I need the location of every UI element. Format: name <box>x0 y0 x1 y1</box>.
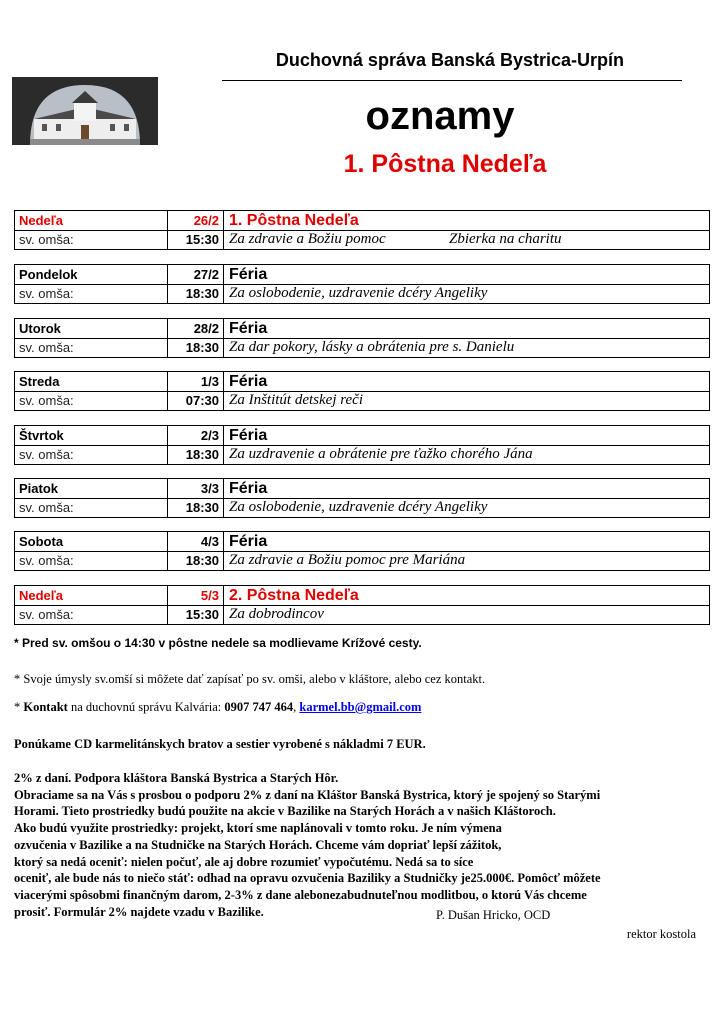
day-date: 2/3 <box>168 426 224 445</box>
day-title: Féria <box>229 373 268 390</box>
tax-paragraph-line: oceniť, ale bude nás to niečo stáť: odhad na opravu ozvučenia Baziliky a Studničky je25.000€. Pomôcť môžete <box>14 871 601 886</box>
day-block-thursday <box>14 425 710 465</box>
day-header-row <box>15 211 709 231</box>
mass-row <box>15 498 709 517</box>
day-title: Féria <box>229 427 268 444</box>
mass-label: sv. omša: <box>15 605 168 624</box>
day-name: Utorok <box>15 319 168 338</box>
day-date: 3/3 <box>168 479 224 498</box>
mass-intention: Za oslobodenie, uzdravenie dcéry Angeliky <box>229 499 488 515</box>
mass-label: sv. omša: <box>15 391 168 410</box>
day-title: Féria <box>229 320 268 337</box>
tax-paragraph-line: Ako budú využite prostriedky: projekt, ktorí sme naplánovali v tomto roku. Je ním výmena <box>14 821 502 836</box>
mass-row <box>15 551 709 570</box>
tax-paragraph <box>14 770 704 920</box>
tax-paragraph-line: viacerými spôsobmi finančným darom, 2-3% z dane alebonezabudnuteľnou modlitbou, o ktorú Vás chceme <box>14 887 587 902</box>
day-date: 4/3 <box>168 532 224 551</box>
mass-row <box>15 284 709 303</box>
day-header-row <box>15 319 709 339</box>
mass-label: sv. omša: <box>15 498 168 517</box>
contact-email-link[interactable]: karmel.bb@gmail.com <box>299 700 422 714</box>
mass-intention <box>224 230 709 249</box>
contact-separator: , <box>293 700 300 714</box>
mass-intention: Za dobrodincov <box>229 606 324 622</box>
tax-paragraph-line: ozvučenia v Bazilike a na Studničke na Starých Horách. Chceme vám dopriať lepší zážitok, <box>14 837 502 852</box>
contact-prefix: * <box>14 700 24 714</box>
day-date: 26/2 <box>168 211 224 230</box>
mass-time: 15:30 <box>168 605 224 624</box>
mass-label: sv. omša: <box>15 230 168 249</box>
mass-intention-text: Za zdravie a Božiu pomoc <box>229 231 386 247</box>
collection-note: Zbierka na charitu <box>449 231 562 247</box>
mass-intention: Za uzdravenie a obrátenie pre ťažko chorého Jána <box>229 446 533 462</box>
mass-intention: Za zdravie a Božiu pomoc pre Mariána <box>229 552 466 568</box>
day-header-row <box>15 532 709 552</box>
mass-time: 18:30 <box>168 284 224 303</box>
mass-label: sv. omša: <box>15 445 168 464</box>
day-block-wednesday <box>14 371 710 411</box>
day-title: 2. Pôstna Nedeľa <box>229 587 359 604</box>
church-photo <box>12 77 158 145</box>
day-name: Piatok <box>15 479 168 498</box>
contact-text: na duchovnú správu Kalvária: <box>67 700 225 714</box>
day-block-sunday-2 <box>14 585 710 625</box>
day-name: Nedeľa <box>15 211 168 230</box>
intentions-note: * Svoje úmysly sv.omší si môžete dať zapísať po sv. omši, alebo v kláštore, alebo cez kontakt. <box>14 672 486 686</box>
day-block-friday <box>14 478 710 518</box>
day-name: Štvrtok <box>15 426 168 445</box>
day-date: 27/2 <box>168 265 224 284</box>
mass-intention: Za Inštitút detskej reči <box>229 392 364 408</box>
day-name: Pondelok <box>15 265 168 284</box>
mass-label: sv. omša: <box>15 551 168 570</box>
day-date: 5/3 <box>168 586 224 605</box>
mass-row <box>15 338 709 357</box>
tax-paragraph-line: prosiť. Formulár 2% najdete vzadu v Bazilike. <box>14 904 264 919</box>
church-photo-image <box>12 77 158 145</box>
day-name: Nedeľa <box>15 586 168 605</box>
parish-name: Duchovná správa Banská Bystrica-Urpín <box>275 50 625 70</box>
signature-role: rektor kostola <box>626 927 696 941</box>
mass-label: sv. omša: <box>15 338 168 357</box>
mass-row <box>15 445 709 464</box>
tax-paragraph-line: 2% z daní. Podpora kláštora Banská Bystrica a Starých Hôr. <box>14 771 339 785</box>
mass-time: 18:30 <box>168 338 224 357</box>
day-name: Streda <box>15 372 168 391</box>
mass-time: 18:30 <box>168 445 224 464</box>
mass-intention: Za dar pokory, lásky a obrátenia pre s. Danielu <box>229 339 515 355</box>
day-header-row <box>15 586 709 606</box>
day-title: Féria <box>229 533 268 550</box>
day-date: 28/2 <box>168 319 224 338</box>
stations-note: * Pred sv. omšou o 14:30 v pôstne nedele sa modlievame Krížové cesty. <box>14 636 422 650</box>
day-date: 1/3 <box>168 372 224 391</box>
day-title: Féria <box>229 480 268 497</box>
day-header-row <box>15 479 709 499</box>
day-header-row <box>15 372 709 392</box>
mass-label: sv. omša: <box>15 284 168 303</box>
mass-time: 18:30 <box>168 498 224 517</box>
day-title: Féria <box>229 266 268 283</box>
tax-paragraph-line: ktorý sa nedá oceniť: nielen počuť, ale aj dobre rozumieť vypočutému. Nedá sa to síce <box>14 854 474 869</box>
mass-row <box>15 230 709 249</box>
tax-paragraph-line: Obraciame sa na Vás s prosbou o podporu 2% z daní na Kláštor Banská Bystrica, ktorý je spojený so Starými <box>14 787 601 802</box>
tax-paragraph-line: Horami. Tieto prostriedky budú použite na akcie v Bazilike na Starých Horách a v našich Kláštoroch. <box>14 804 556 819</box>
day-name: Sobota <box>15 532 168 551</box>
signature-name: P. Dušan Hricko, OCD <box>436 908 551 922</box>
day-block-sunday-1 <box>14 210 710 250</box>
day-block-tuesday <box>14 318 710 358</box>
day-block-saturday <box>14 531 710 571</box>
mass-time: 18:30 <box>168 551 224 570</box>
day-header-row <box>15 265 709 285</box>
mass-intention: Za oslobodenie, uzdravenie dcéry Angeliky <box>229 285 488 301</box>
contact-phone: 0907 747 464 <box>224 700 294 714</box>
page-subtitle: 1. Pôstna Nedeľa <box>343 150 547 178</box>
cd-offer-note: Ponúkame CD karmelitánskych bratov a sestier vyrobené s nákladmi 7 EUR. <box>14 737 426 751</box>
header-divider <box>222 80 682 81</box>
mass-time: 07:30 <box>168 391 224 410</box>
contact-label: Kontakt <box>23 700 68 714</box>
mass-time: 15:30 <box>168 230 224 249</box>
mass-row <box>15 391 709 410</box>
day-block-monday <box>14 264 710 304</box>
mass-row <box>15 605 709 624</box>
day-title: 1. Pôstna Nedeľa <box>229 212 359 229</box>
contact-note <box>14 700 704 715</box>
page-title: oznamy <box>365 94 515 138</box>
day-header-row <box>15 426 709 446</box>
